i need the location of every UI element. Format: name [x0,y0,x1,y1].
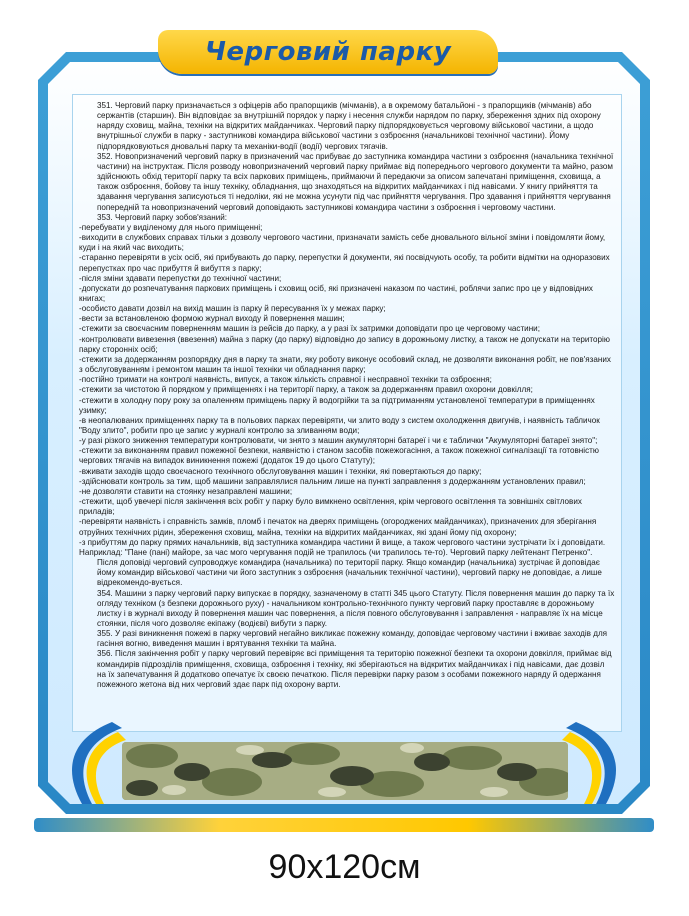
text-paragraph: -допускати до розпечатування паркових приміщень і сховищ осіб, які призначені наказом по частині, роблячи запис про це у відповідних книгах; [79,283,593,303]
camouflage-pattern-icon [122,742,568,800]
text-paragraph: -після зміни здавати перепустки до технічної частини; [79,273,282,283]
text-paragraph: 353. Черговий парку зобов'язаний: [97,212,228,222]
text-paragraph: 351. Черговий парку призначається з офіцерів або прапорщиків (мічманів), а в окремому батальйоні - з прапорщиків (мічманів) або сержантів (старшин). Він відповідає за внутрішній порядок у парку і несення служби нарядом по парку, збереження здних під охорону наряду сховищ, майна, техніки на відкритих майданчиках. Черговий парку підпорядковується черговому військової частини, а щодо внутрішньої служби в парку - заступникові командира військової частини з озброєння (начальникові технічної частини). Йому підпорядковуються дновальні парку та механіки-водії (водії) чергових тягачів. [97,101,601,151]
size-label: 90x120см [268,848,421,886]
ribbon-left-icon [52,718,128,808]
text-paragraph: -вживати заходів щодо своєчасного технічного обслуговування машин і техніки, які повертаються до парку; [79,466,482,476]
text-paragraph: -особисто давати дозвіл на вихід машин із парку й пересування їх у межах парку; [79,304,386,314]
text-paragraph: -стежити за додержанням розпорядку дня в парку та знати, яку роботу виконує особовий склад, не дозволяти виконання робіт, не пов'язаних з обслуговуванням і ремонтом машин та іншої техніки чи обладнання парку; [79,354,611,375]
text-paragraph: -контролювати вивезення (ввезення) майна з парку (до парку) відповідно до запису в дорожньому листку, а також не допускати на територію парку сторонніх осіб; [79,334,610,354]
text-paragraph: 355. У разі виникнення пожежі в парку черговий негайно викликає пожежну команду, доповідає черговому частини і вживає заходів для гасіння вогню, виведення машин і врятування техніки та майна. [97,629,608,649]
text-paragraph: -вести за встановленою формою журнал виходу й повернення машин; [79,314,345,324]
text-paragraph: -здійснювати контроль за тим, щоб машини заправлялися пальним лише на пункті заправлення з додержанням установлених правил; [79,476,586,486]
ribbon-right-icon [560,718,636,808]
text-paragraph: -в неопалюваних приміщеннях парку та в польових парках перевіряти, чи злито воду з систем охолодження двигунів, і наявність табличок "Воду злито", робити про це запис у журналі контролю за зливанням води; [79,415,600,435]
text-paragraph: -перевіряти наявність і справність замків, пломб і печаток на дверях приміщень (огороджених майданчиках), призначених для зберігання отруйних технічних рідин, збереження сховищ, майна, техніки на відкритих майданчиках, які здані йому під охорону; [79,517,597,537]
camouflage-strip [122,742,568,800]
text-paragraph: -виходити в службових справах тільки з дозволу чергового частини, призначати замість себе дновального вільної зміни і повідомляти йому, куди і на який час виходить; [79,233,606,253]
text-paragraph: -стежити в холодну пору року за опаленням приміщень парку й водогрійки та за підтриманням установленої температури в приміщеннях узимку; [79,395,595,415]
text-paragraph: -стежити, щоб увечері після закінчення всіх робіт у парку було вимкнено освітлення, крім чергового освітлення та зовнішніх світлових приладів; [79,497,582,517]
text-paragraph: -у разі різкого зниження температури контролювати, чи знято з машин акумуляторні батареї і чи є таблички "Акумуляторні батареї знято"; [79,436,598,446]
text-paragraph: 352. Новопризначений черговий парку в призначений час прибуває до заступника командира частини з озброєння (начальника технічної частини) на інструктаж. Після розводу новопризначений черговий парку приймає від попереднього чергового документи та майно, разом здійснюють обхід території парку та всіх паркових приміщень, приймаючи й передаючи за описом запечатані приміщення, сховища, а також озброєння, бойову та іншу техніку, обладнання, що знаходяться на відкритих майданчиках і під навісами. У книгу прийняття та здавання чергування записуються ті недоліки, які не можна усунути під час прийняття чергування. Про здавання і прийняття чергування попередній та новопризначений черговий доповідають заступникові командира частини з озброєння і черговому частини. [97,151,614,212]
text-paragraph: -стежити за своєчасним поверненням машин із рейсів до парку, а у разі їх затримки доповідати про це черговому частини; [79,324,540,334]
text-panel [72,94,622,732]
info-stand [38,30,650,826]
text-paragraph: 354. Машини з парку черговий парку випускає в порядку, зазначеному в статті 345 цього Статуту. Після повернення машин до парку та їх огляду техніком (з безпеки дорожнього руху) - начальником контрольно-технічного пункту черговий парку проставляє в дорожньому листку і в журналі виходу й повернення машин час повернення, а після повного обслуговування і заправлення - направляє їх на місце стоянки, після чого дозволяє екіпажу (водієві) вибути з парку. [97,588,615,628]
page-title: Черговий парку [204,37,452,67]
text-paragraph: 356. Після закінчення робіт у парку черговий перевіряє всі приміщення та територію пожежної безпеки та охорони довкілля, приймає від командирів підрозділів приміщення, сховища, озброєння і техніку, які зберігаються на відкритих майданчиках і під навісами, дає дозвіл на їх запечатування й додатково опечатує їх своєю печаткою. Після перевірки парку разом з особами пожежного наряду й одержання пожежного жетона від них черговий здає парк під охорону варти. [97,649,612,689]
text-paragraph: -перебувати у виділеному для нього приміщенні; [79,222,263,232]
title-banner [158,30,498,74]
text-paragraph: -не дозволяти ставити на стоянку незаправлені машини; [79,486,293,496]
text-paragraph: -постійно тримати на контролі наявність, випуск, а також кількість справної і несправної техніки та озброєння; [79,375,492,385]
text-paragraph: -стежити за виконанням правил пожежної безпеки, наявністю і станом засобів пожежогасіння, а також пожежної сигналізації та готовністю чергових тягачів на випадок виникнення пожежі (додаток 19 до цього Статуту); [79,446,599,466]
text-paragraph: -з прибуттям до парку прямих начальників, від заступника командира частини й вище, а також чергового частини зустрічати їх і доповідати. Наприклад: "Пане (пані) майоре, за час мого чергування подій не трапилось (чи трапилось те-то). Черговий парку лейтенант Петренко". [79,537,606,557]
bottom-accent-bar [34,818,654,832]
text-paragraph: -старанно перевіряти в усіх осіб, які прибувають до парку, перепустки й документи, які посвідчують особу, та робити відмітки на одноразових перепустках про час прибуття й вибуття з парку; [79,253,610,273]
text-paragraph: -стежити за чистотою й порядком у приміщеннях і на території парку, а також за додержанням правил охорони довкілля; [79,385,533,395]
text-paragraph: Після доповіді черговий супроводжує командира (начальника) по території парку. Якщо командир (начальника) зустрічає й доповідає йому командир військової частини чи його заступник з озброєння (начальник технічної частини), черговий парку не доповідає, а лише відрекомендо-вується. [97,558,602,588]
body-text [79,101,615,690]
